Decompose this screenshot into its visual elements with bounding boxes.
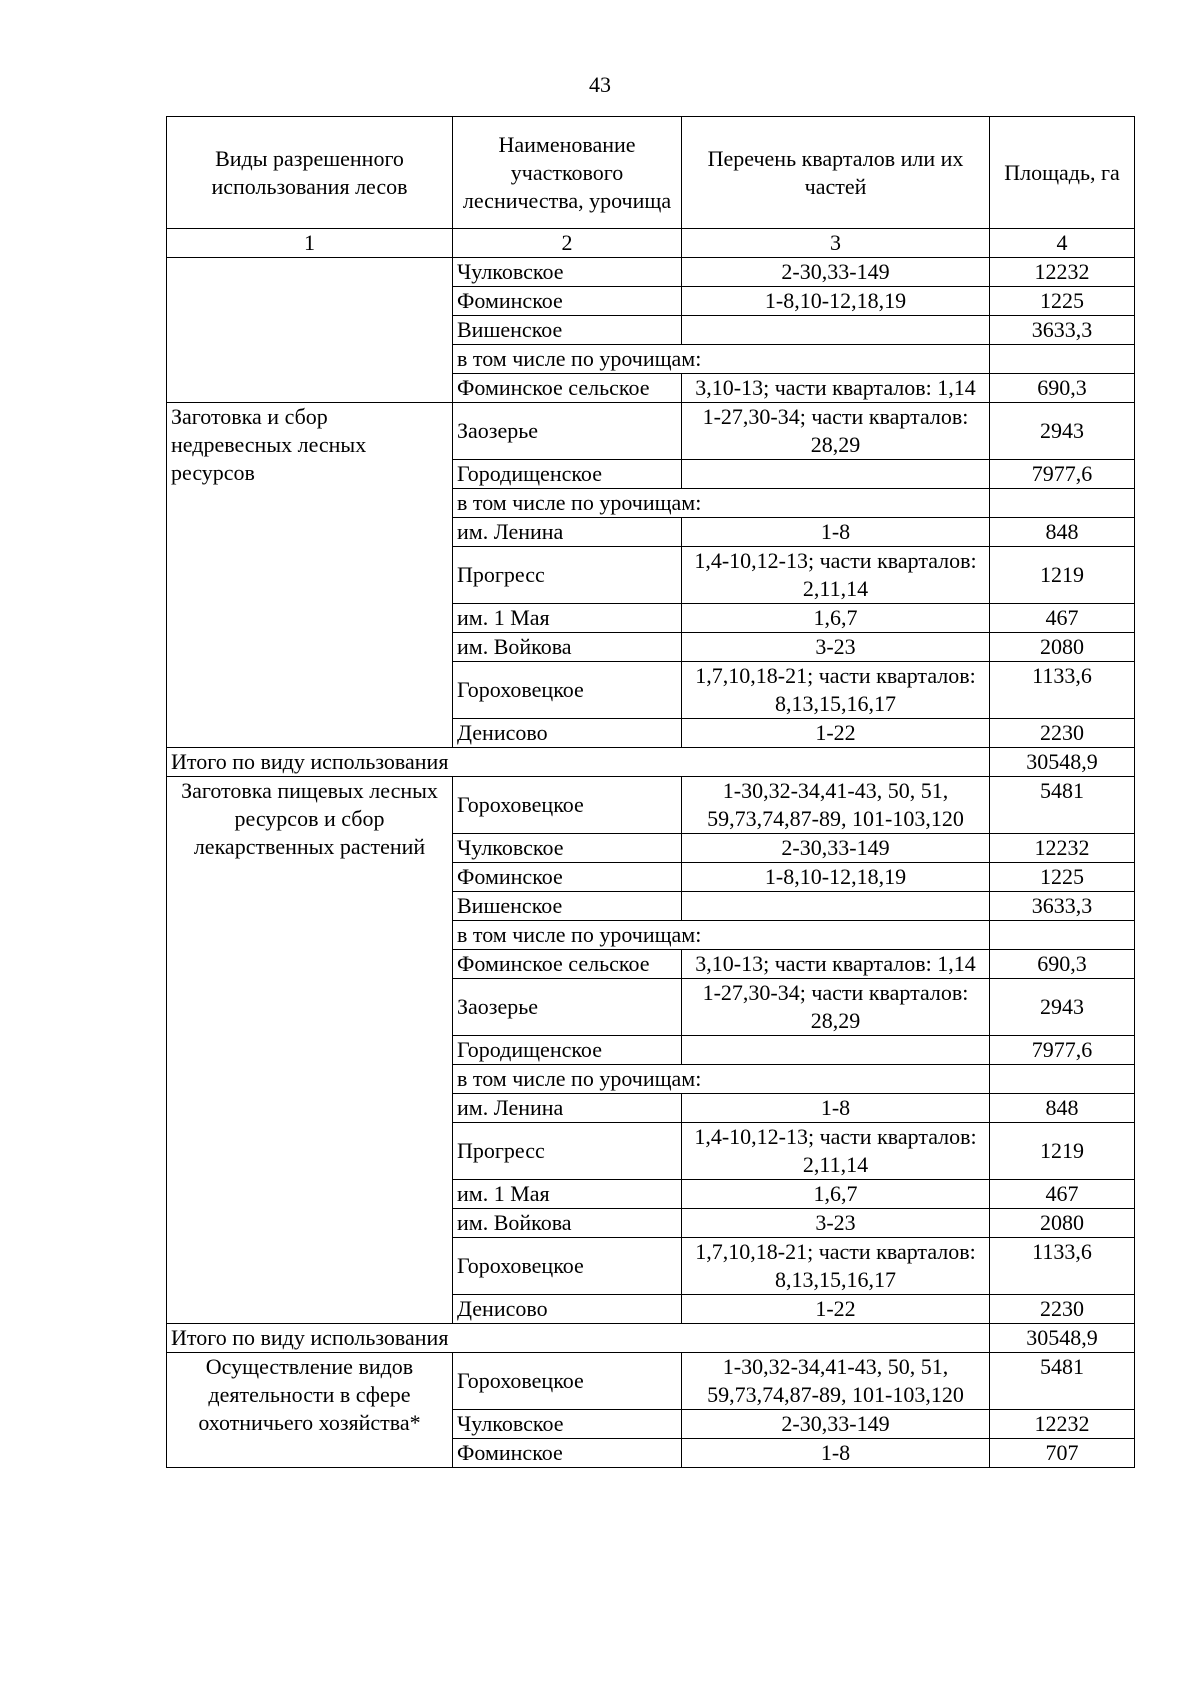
forestry-name-cell: им. Ленина: [453, 1094, 682, 1123]
quarters-cell: 3,10-13; части кварталов: 1,14: [682, 950, 990, 979]
area-cell: 1133,6: [990, 662, 1135, 719]
header-quarters: Перечень кварталов или их частей: [682, 117, 990, 229]
forest-use-table: [166, 116, 1135, 1468]
section-2-body: [167, 777, 1135, 1353]
forestry-name-cell: Городищенское: [453, 1036, 682, 1065]
forestry-name-cell: Фоминское: [453, 863, 682, 892]
table-row: [167, 1353, 1135, 1410]
subgroup-label: в том числе по урочищам:: [453, 345, 990, 374]
forestry-name-cell: Городищенское: [453, 460, 682, 489]
quarters-cell: 3-23: [682, 1209, 990, 1238]
quarters-cell: 1-30,32-34,41-43, 50, 51, 59,73,74,87-89, 101-103,120: [682, 777, 990, 834]
area-cell: 690,3: [990, 950, 1135, 979]
use-type-cell-empty: [167, 258, 453, 403]
forestry-name-cell: Прогресс: [453, 547, 682, 604]
total-value: 30548,9: [990, 748, 1135, 777]
subgroup-label: в том числе по урочищам:: [453, 1065, 990, 1094]
column-number-row: [167, 229, 1135, 258]
forestry-name-cell: Заозерье: [453, 403, 682, 460]
quarters-cell: [682, 316, 990, 345]
table-row: [167, 403, 1135, 460]
forestry-name-cell: Денисово: [453, 719, 682, 748]
quarters-cell: 3-23: [682, 633, 990, 662]
area-cell: 5481: [990, 1353, 1135, 1410]
quarters-cell: 3,10-13; части кварталов: 1,14: [682, 374, 990, 403]
column-number: 4: [990, 229, 1135, 258]
quarters-cell: [682, 460, 990, 489]
section-1-body: [167, 258, 1135, 777]
total-label: Итого по виду использования: [167, 1324, 990, 1353]
column-number: 2: [453, 229, 682, 258]
total-row: [167, 1324, 1135, 1353]
quarters-cell: 1,7,10,18-21; части кварталов: 8,13,15,16,17: [682, 662, 990, 719]
area-cell: 12232: [990, 834, 1135, 863]
forestry-name-cell: Чулковское: [453, 258, 682, 287]
area-cell: 1225: [990, 287, 1135, 316]
quarters-cell: 1-30,32-34,41-43, 50, 51, 59,73,74,87-89, 101-103,120: [682, 1353, 990, 1410]
area-cell: 467: [990, 604, 1135, 633]
page-number: 43: [589, 72, 611, 97]
forestry-name-cell: Прогресс: [453, 1123, 682, 1180]
total-value: 30548,9: [990, 1324, 1135, 1353]
header-area: Площадь, га: [990, 117, 1135, 229]
area-cell: 7977,6: [990, 1036, 1135, 1065]
quarters-cell: 1-27,30-34; части кварталов: 28,29: [682, 979, 990, 1036]
quarters-cell: 1-22: [682, 1295, 990, 1324]
area-cell: 1219: [990, 547, 1135, 604]
quarters-cell: 1,6,7: [682, 1180, 990, 1209]
quarters-cell: [682, 892, 990, 921]
forestry-name-cell: Вишенское: [453, 316, 682, 345]
use-type-cell: Заготовка пищевых лесных ресурсов и сбор лекарственных растений: [167, 777, 453, 1324]
area-cell: [990, 489, 1135, 518]
forestry-name-cell: Гороховецкое: [453, 1353, 682, 1410]
area-cell: 12232: [990, 258, 1135, 287]
subgroup-label: в том числе по урочищам:: [453, 921, 990, 950]
forestry-name-cell: им. Войкова: [453, 633, 682, 662]
area-cell: [990, 921, 1135, 950]
area-cell: 5481: [990, 777, 1135, 834]
area-cell: [990, 1065, 1135, 1094]
forestry-name-cell: Гороховецкое: [453, 777, 682, 834]
quarters-cell: 1,7,10,18-21; части кварталов: 8,13,15,16,17: [682, 1238, 990, 1295]
area-cell: 1219: [990, 1123, 1135, 1180]
area-cell: 2080: [990, 633, 1135, 662]
quarters-cell: 1-22: [682, 719, 990, 748]
quarters-cell: 1-8,10-12,18,19: [682, 863, 990, 892]
column-number: 3: [682, 229, 990, 258]
use-type-cell: Осуществление видов деятельности в сфере охотничьего хозяйства*: [167, 1353, 453, 1468]
forestry-name-cell: Гороховецкое: [453, 1238, 682, 1295]
area-cell: 3633,3: [990, 316, 1135, 345]
header-use-type: Виды разрешенного использования лесов: [167, 117, 453, 229]
forestry-name-cell: Вишенское: [453, 892, 682, 921]
header-forestry-name: Наименование участкового лесничества, урочища: [453, 117, 682, 229]
area-cell: 848: [990, 1094, 1135, 1123]
quarters-cell: 1,4-10,12-13; части кварталов: 2,11,14: [682, 547, 990, 604]
forestry-name-cell: им. Ленина: [453, 518, 682, 547]
area-cell: 467: [990, 1180, 1135, 1209]
forestry-name-cell: Чулковское: [453, 834, 682, 863]
subgroup-label: в том числе по урочищам:: [453, 489, 990, 518]
area-cell: 2230: [990, 719, 1135, 748]
table-row: [167, 777, 1135, 834]
forestry-name-cell: Чулковское: [453, 1410, 682, 1439]
area-cell: 3633,3: [990, 892, 1135, 921]
forestry-name-cell: Денисово: [453, 1295, 682, 1324]
total-label: Итого по виду использования: [167, 748, 990, 777]
quarters-cell: 1,6,7: [682, 604, 990, 633]
area-cell: 1133,6: [990, 1238, 1135, 1295]
forestry-name-cell: им. Войкова: [453, 1209, 682, 1238]
table-header-row: [167, 117, 1135, 229]
quarters-cell: 1-8: [682, 1094, 990, 1123]
forestry-name-cell: Фоминское сельское: [453, 950, 682, 979]
quarters-cell: 1-8: [682, 518, 990, 547]
forestry-name-cell: им. 1 Мая: [453, 1180, 682, 1209]
area-cell: 2943: [990, 979, 1135, 1036]
quarters-cell: 2-30,33-149: [682, 258, 990, 287]
quarters-cell: [682, 1036, 990, 1065]
total-row: [167, 748, 1135, 777]
forestry-name-cell: Фоминское: [453, 1439, 682, 1468]
forestry-name-cell: им. 1 Мая: [453, 604, 682, 633]
forestry-name-cell: Фоминское: [453, 287, 682, 316]
area-cell: 1225: [990, 863, 1135, 892]
quarters-cell: 1-8,10-12,18,19: [682, 287, 990, 316]
area-cell: 707: [990, 1439, 1135, 1468]
area-cell: 2230: [990, 1295, 1135, 1324]
quarters-cell: 1,4-10,12-13; части кварталов: 2,11,14: [682, 1123, 990, 1180]
table-row: [167, 258, 1135, 287]
quarters-cell: 1-27,30-34; части кварталов: 28,29: [682, 403, 990, 460]
forestry-name-cell: Фоминское сельское: [453, 374, 682, 403]
quarters-cell: 1-8: [682, 1439, 990, 1468]
area-cell: [990, 345, 1135, 374]
column-number: 1: [167, 229, 453, 258]
area-cell: 848: [990, 518, 1135, 547]
area-cell: 2943: [990, 403, 1135, 460]
forestry-name-cell: Гороховецкое: [453, 662, 682, 719]
area-cell: 12232: [990, 1410, 1135, 1439]
section-3-body: [167, 1353, 1135, 1468]
quarters-cell: 2-30,33-149: [682, 1410, 990, 1439]
use-type-cell: Заготовка и сбор недревесных лесных ресурсов: [167, 403, 453, 748]
area-cell: 2080: [990, 1209, 1135, 1238]
area-cell: 690,3: [990, 374, 1135, 403]
quarters-cell: 2-30,33-149: [682, 834, 990, 863]
forestry-name-cell: Заозерье: [453, 979, 682, 1036]
area-cell: 7977,6: [990, 460, 1135, 489]
